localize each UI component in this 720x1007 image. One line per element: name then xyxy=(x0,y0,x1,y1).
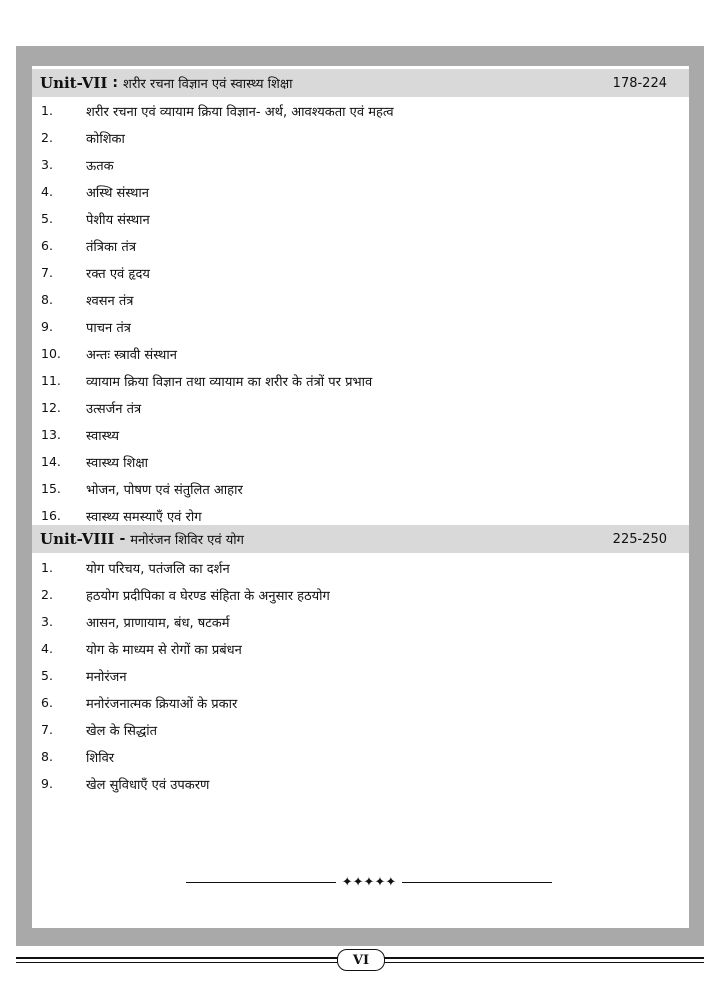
list-item xyxy=(32,340,689,367)
item-number: 7. xyxy=(41,722,53,737)
item-text: ऊतक xyxy=(86,158,114,174)
list-item xyxy=(32,421,689,448)
item-number: 1. xyxy=(41,560,53,575)
list-item xyxy=(32,662,689,689)
divider-line-right xyxy=(402,882,552,883)
item-text: पाचन तंत्र xyxy=(86,320,131,336)
item-number: 11. xyxy=(41,373,61,388)
item-number: 8. xyxy=(41,749,53,764)
list-item xyxy=(32,475,689,502)
item-text: शिविर xyxy=(86,750,115,766)
item-text: मनोरंजनात्मक क्रियाओं के प्रकार xyxy=(86,696,238,712)
divider-stars-icon: ✦✦✦✦✦ xyxy=(341,874,397,890)
list-item xyxy=(32,448,689,475)
item-text: पेशीय संस्थान xyxy=(86,212,150,228)
item-number: 4. xyxy=(41,184,53,199)
item-text: मनोरंजन xyxy=(86,669,127,685)
list-item xyxy=(32,286,689,313)
unit-7-header xyxy=(32,69,689,97)
unit-code: Unit-VII xyxy=(40,74,108,92)
item-number: 10. xyxy=(41,346,61,361)
contents-panel xyxy=(32,66,689,928)
unit-title: शरीर रचना विज्ञान एवं स्वास्थ्य शिक्षा xyxy=(123,77,293,92)
item-text: योग के माध्यम से रोगों का प्रबंधन xyxy=(86,642,242,658)
item-text: अस्थि संस्थान xyxy=(86,185,150,201)
unit-pages: 225-250 xyxy=(612,531,667,547)
item-number: 12. xyxy=(41,400,61,415)
list-item xyxy=(32,232,689,259)
unit-7-topic-list xyxy=(32,97,689,529)
unit-8-header xyxy=(32,525,689,553)
item-number: 5. xyxy=(41,211,53,226)
item-number: 14. xyxy=(41,454,61,469)
item-number: 13. xyxy=(41,427,61,442)
list-item xyxy=(32,151,689,178)
list-item xyxy=(32,689,689,716)
item-number: 7. xyxy=(41,265,53,280)
list-item xyxy=(32,743,689,770)
unit-separator: : xyxy=(112,75,119,91)
item-number: 5. xyxy=(41,668,53,683)
item-text: योग परिचय, पतंजलि का दर्शन xyxy=(86,561,230,577)
list-item xyxy=(32,581,689,608)
unit-pages: 178-224 xyxy=(612,75,667,91)
item-number: 1. xyxy=(41,103,53,118)
item-text: स्वास्थ्य xyxy=(86,428,120,444)
item-text: स्वास्थ्य समस्याएँ एवं रोग xyxy=(86,509,202,525)
item-number: 9. xyxy=(41,776,53,791)
item-text: खेल सुविधाएँ एवं उपकरण xyxy=(86,777,210,793)
list-item xyxy=(32,394,689,421)
item-number: 4. xyxy=(41,641,53,656)
list-item xyxy=(32,716,689,743)
item-text: खेल के सिद्धांत xyxy=(86,723,158,739)
list-item xyxy=(32,259,689,286)
item-number: 16. xyxy=(41,508,61,523)
item-text: शरीर रचना एवं व्यायाम क्रिया विज्ञान- अर्थ, आवश्यकता एवं महत्व xyxy=(86,104,394,120)
divider-line-left xyxy=(186,882,336,883)
item-number: 15. xyxy=(41,481,61,496)
item-text: आसन, प्राणायाम, बंध, षटकर्म xyxy=(86,615,230,631)
list-item xyxy=(32,97,689,124)
item-text: हठयोग प्रदीपिका व घेरण्ड संहिता के अनुसार हठयोग xyxy=(86,588,330,604)
item-number: 2. xyxy=(41,587,53,602)
item-text: रक्त एवं हृदय xyxy=(86,266,150,282)
item-text: तंत्रिका तंत्र xyxy=(86,239,137,255)
item-number: 6. xyxy=(41,695,53,710)
item-number: 6. xyxy=(41,238,53,253)
list-item xyxy=(32,367,689,394)
unit-separator: - xyxy=(119,531,126,547)
list-item xyxy=(32,178,689,205)
page-footer xyxy=(16,948,704,972)
page-number: VI xyxy=(337,949,385,971)
list-item xyxy=(32,770,689,797)
item-number: 3. xyxy=(41,614,53,629)
item-text: कोशिका xyxy=(86,131,125,147)
list-item xyxy=(32,124,689,151)
item-text: अन्तः स्त्रावी संस्थान xyxy=(86,347,177,363)
list-item xyxy=(32,608,689,635)
item-number: 3. xyxy=(41,157,53,172)
item-text: स्वास्थ्य शिक्षा xyxy=(86,455,149,471)
item-number: 2. xyxy=(41,130,53,145)
section-divider xyxy=(186,876,552,888)
item-number: 8. xyxy=(41,292,53,307)
item-number: 9. xyxy=(41,319,53,334)
list-item xyxy=(32,635,689,662)
item-text: भोजन, पोषण एवं संतुलित आहार xyxy=(86,482,243,498)
item-text: व्यायाम क्रिया विज्ञान तथा व्यायाम का शरीर के तंत्रों पर प्रभाव xyxy=(86,374,373,390)
unit-title: मनोरंजन शिविर एवं योग xyxy=(130,533,244,548)
unit-8-topic-list xyxy=(32,554,689,797)
unit-code: Unit-VIII xyxy=(40,530,115,548)
item-text: श्वसन तंत्र xyxy=(86,293,134,309)
list-item xyxy=(32,313,689,340)
list-item xyxy=(32,205,689,232)
item-text: उत्सर्जन तंत्र xyxy=(86,401,142,417)
list-item xyxy=(32,554,689,581)
